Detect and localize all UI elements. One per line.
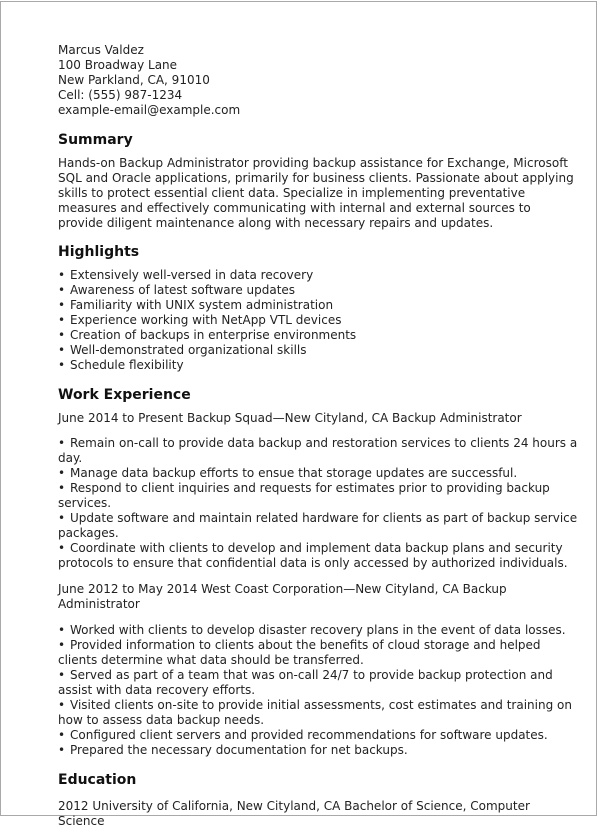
list-item: • Remain on-call to provide data backup and restoration services to clients 24 hours a day. <box>58 436 578 465</box>
bullet-icon: • <box>58 343 66 357</box>
list-item: • Extensively well-versed in data recovery <box>58 268 314 282</box>
list-item: • Creation of backups in enterprise environments <box>58 328 357 342</box>
bullet-icon: • <box>58 436 66 450</box>
bullet-icon: • <box>58 481 66 495</box>
bullet-icon: • <box>58 541 66 555</box>
contact-city: New Parkland, CA, 91010 <box>58 73 210 87</box>
bullet-icon: • <box>58 698 66 712</box>
list-item: • Awareness of latest software updates <box>58 283 296 297</box>
list-item: • Experience working with NetApp VTL devices <box>58 313 342 327</box>
job-header: June 2014 to Present Backup Squad—New Cityland, CA Backup Administrator <box>58 411 522 425</box>
bullet-icon: • <box>58 268 66 282</box>
list-item: • Manage data backup efforts to ensue that storage updates are successful. <box>58 466 518 480</box>
education-heading: Education <box>58 772 137 788</box>
bullet-icon: • <box>58 728 66 742</box>
list-item: • Respond to client inquiries and requests for estimates prior to providing backup services. <box>58 481 550 510</box>
summary-text: Hands-on Backup Administrator providing backup assistance for Exchange, Microsoft SQL and Oracle applications, primarily for business clients. Passionate about applying skills to protect essential client data. Specialize in implementing preventative measures and effectively communicating with internal and external sources to provide diligent maintenance along with necessary repairs and updates. <box>58 156 574 230</box>
bullet-icon: • <box>58 743 66 757</box>
list-item: • Coordinate with clients to develop and implement data backup plans and security protocols to ensure that confidential data is only accessed by authorized individuals. <box>58 541 568 570</box>
bullet-icon: • <box>58 313 66 327</box>
bullet-icon: • <box>58 283 66 297</box>
list-item: • Well-demonstrated organizational skills <box>58 343 307 357</box>
experience-heading: Work Experience <box>58 387 191 403</box>
job-header: June 2012 to May 2014 West Coast Corporation—New Cityland, CA Backup Administrator <box>58 582 507 611</box>
list-item: • Prepared the necessary documentation for net backups. <box>58 743 408 757</box>
bullet-icon: • <box>58 668 66 682</box>
job-bullets <box>58 436 578 571</box>
bullet-icon: • <box>58 511 66 525</box>
bullet-icon: • <box>58 623 66 637</box>
list-item: • Familiarity with UNIX system administration <box>58 298 334 312</box>
list-item: • Provided information to clients about the benefits of cloud storage and helped clients determine what data should be transferred. <box>58 638 541 667</box>
highlights-list <box>58 268 578 373</box>
highlights-heading: Highlights <box>58 244 140 260</box>
bullet-icon: • <box>58 638 66 652</box>
list-item: • Update software and maintain related hardware for clients as part of backup service packages. <box>58 511 578 540</box>
contact-block <box>58 43 578 118</box>
list-item: • Configured client servers and provided recommendations for software updates. <box>58 728 548 742</box>
list-item: • Worked with clients to develop disaster recovery plans in the event of data losses. <box>58 623 566 637</box>
bullet-icon: • <box>58 466 66 480</box>
list-item: • Visited clients on-site to provide initial assessments, cost estimates and training on how to assess data backup needs. <box>58 698 572 727</box>
education-text: 2012 University of California, New Cityland, CA Bachelor of Science, Computer Science <box>58 799 530 828</box>
list-item: • Served as part of a team that was on-call 24/7 to provide backup protection and assist with data recovery efforts. <box>58 668 553 697</box>
bullet-icon: • <box>58 328 66 342</box>
contact-street: 100 Broadway Lane <box>58 58 178 72</box>
resume-page <box>0 1 597 828</box>
contact-email: example-email@example.com <box>58 103 241 117</box>
job-bullets <box>58 623 578 758</box>
contact-phone: Cell: (555) 987-1234 <box>58 88 183 102</box>
list-item: • Schedule flexibility <box>58 358 184 372</box>
summary-heading: Summary <box>58 132 133 148</box>
contact-name: Marcus Valdez <box>58 43 144 57</box>
bullet-icon: • <box>58 298 66 312</box>
bullet-icon: • <box>58 358 66 372</box>
